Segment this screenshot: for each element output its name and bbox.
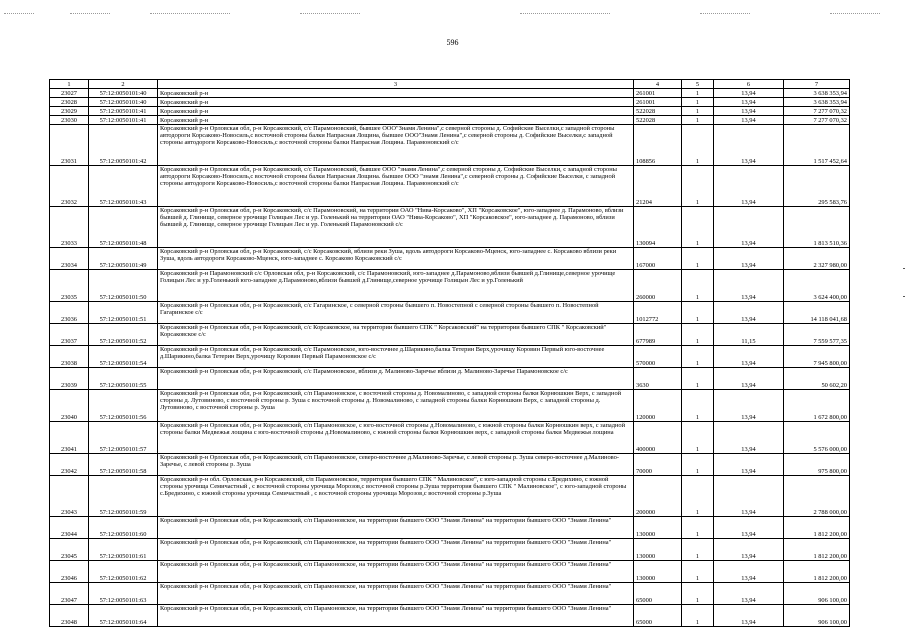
cadastral-number: 57:12:0050101:57 [89, 422, 158, 454]
column-header: 3 [158, 80, 634, 89]
table-row [50, 561, 850, 583]
rate-value: 13,94 [714, 390, 784, 422]
row-number: 23031 [50, 125, 89, 166]
cadastral-number: 57:12:0050101:60 [89, 517, 158, 539]
location-description-text: Корсаковский р-н Орловская обл, р-н Корсаковский, с/п Парамоновское, на территории бывшего ООО "Знамя Ленина" на территории бывшего ООО "Знамя Ленина" [160, 517, 612, 524]
share-value: 1 [682, 248, 714, 270]
cadastral-value: 3 638 353,94 [784, 98, 850, 107]
cadastral-value: 1 813 510,36 [784, 207, 850, 248]
column-header: 5 [682, 80, 714, 89]
rate-value: 13,94 [714, 302, 784, 324]
location-description [158, 89, 634, 98]
table-row [50, 368, 850, 390]
row-number: 23033 [50, 207, 89, 248]
table-row [50, 346, 850, 368]
scan-noise-top [150, 13, 230, 15]
scan-noise-top [4, 13, 34, 15]
cadastral-value: 3 624 400,00 [784, 270, 850, 302]
area-value: 1012772 [634, 302, 682, 324]
cadastral-number: 57:12:0050101:40 [89, 98, 158, 107]
row-number: 23038 [50, 346, 89, 368]
table-row [50, 248, 850, 270]
area-value: 3630 [634, 368, 682, 390]
rate-value: 13,94 [714, 539, 784, 561]
rate-value: 13,94 [714, 454, 784, 476]
scan-noise-top [830, 13, 880, 15]
area-value: 522028 [634, 116, 682, 125]
cadastral-value: 5 576 000,00 [784, 422, 850, 454]
rate-value: 13,94 [714, 346, 784, 368]
rate-value: 13,94 [714, 107, 784, 116]
area-value: 130094 [634, 207, 682, 248]
location-description [158, 422, 634, 454]
row-number: 23040 [50, 390, 89, 422]
cadastral-number: 57:12:0050101:51 [89, 302, 158, 324]
area-value: 261001 [634, 98, 682, 107]
row-number: 23036 [50, 302, 89, 324]
area-value: 260000 [634, 270, 682, 302]
share-value: 1 [682, 368, 714, 390]
cadastral-number: 57:12:0050101:41 [89, 107, 158, 116]
table-row [50, 302, 850, 324]
area-value: 400000 [634, 422, 682, 454]
area-value: 108856 [634, 125, 682, 166]
row-number: 23028 [50, 98, 89, 107]
cadastral-number: 57:12:0050101:41 [89, 116, 158, 125]
header-row [50, 80, 850, 89]
cadastral-number: 57:12:0050101:59 [89, 476, 158, 517]
cadastral-value: 50 602,20 [784, 368, 850, 390]
table-row [50, 605, 850, 627]
row-number: 23032 [50, 166, 89, 207]
location-description-text: Корсаковский р-н Орловская обл, р-н Корсаковский, с/с Корсаковский, вблизи реки Зуша, вдоль автодороги Корсаково-Мценск, юго-западнее с. Корсаково вблизи реки Зуша, вдоль автодороги Корсаково-Мценск, юго-западнее с. Корсаково Корсаковский с/с [160, 248, 617, 263]
table-row [50, 517, 850, 539]
location-description-text: Корсаковский р-н Орловская обл, р-н Корсаковский, с/с Корсаковское, на территории бывшего СПК " Корсаковский" на территории бывшего СПК " Корсаковский" Корсаковское с/с [160, 324, 607, 339]
location-description [158, 116, 634, 125]
location-description-text: Корсаковский р-н Орловская обл, р-н Корсаковский, с/п Парамоновское, на территории бывшего ООО "Знамя Ленина" на территории бывшего ООО "Знамя Ленина" [160, 583, 612, 590]
cadastral-value: 1 812 200,00 [784, 539, 850, 561]
share-value: 1 [682, 454, 714, 476]
share-value: 1 [682, 116, 714, 125]
location-description-text: Корсаковский р-н Орловская обл, р-н Корсаковский, с/с Парамоновский, бывшее ООО"Знамя Ленина",с северной стороны д. Софийские Выселки,с западной стороны автодороги Корсаково-Новосиль,с восточной стороны балки Напрасная Лощина, бывшее ООО"Знамя Ленина",с северной стороны д. Софийские Выселки,с западной стороны автодороги Корсаково-Новосиль,с восточной стороны балки Напрасная Лощина. Парамоновский с/с [160, 125, 615, 147]
area-value: 130000 [634, 561, 682, 583]
cadastral-number: 57:12:0050101:61 [89, 539, 158, 561]
row-number: 23044 [50, 517, 89, 539]
scan-noise-top [300, 13, 360, 15]
cadastral-value: 975 800,00 [784, 454, 850, 476]
share-value: 1 [682, 207, 714, 248]
location-description-text: Корсаковский р-н Орловская обл, р-н Корсаковский, с/с Парамоновское, вблизи д. Малиново-Заречье вблизи д. Малиново-Заречье Парамоновское с/с [160, 368, 568, 375]
cadastral-value: 7 945 800,00 [784, 346, 850, 368]
cadastral-number: 57:12:0050101:62 [89, 561, 158, 583]
location-description [158, 454, 634, 476]
row-number: 23029 [50, 107, 89, 116]
area-value: 261001 [634, 89, 682, 98]
location-description-text: Корсаковский р-н Орловская обл, р-н Корсаковский, с/п Парамоновское, с юго-восточной стороны д.Новомалиново, с южной стороны балки Корнюшкин верх, с западной стороны балки Медвежья лощина с юго-восточной стороны д.Новомалиново, с южной стороны балки Корнюшкин верх, с западной стороны балки Медвежья лощина [160, 422, 625, 437]
row-number: 23039 [50, 368, 89, 390]
rate-value: 13,94 [714, 166, 784, 207]
location-description [158, 583, 634, 605]
location-description-text: Корсаковский р-н Орловская обл, р-н Корсаковский, с/п Парамоновское, на территории бывшего ООО "Знамя Ленина" на территории бывшего ООО "Знамя Ленина" [160, 539, 612, 546]
row-number: 23037 [50, 324, 89, 346]
location-description-text: Корсаковский р-н Орловская обл, р-н Корсаковский, с/с Парамоновский, бывшее ООО "знамя Ленина",с северной стороны д. Софийские Выселки, с западной стороны автодороги Корсаково-Новосиль,с восточной стороны балки Напрасная Лощина. бывшее ООО "знамя Ленина",с северной стороны д. Софийские Выселки, с западной стороны автодороги Корсаково-Новосиль,с восточной стороны балки Напрасная Лощина. Парамоновский с/с [160, 166, 617, 188]
location-description-text: Корсаковский р-н [160, 98, 209, 106]
location-description-text: Корсаковский р-н [160, 89, 209, 97]
location-description [158, 605, 634, 627]
rate-value: 13,94 [714, 561, 784, 583]
rate-value: 13,94 [714, 605, 784, 627]
cadastral-number: 57:12:0050101:58 [89, 454, 158, 476]
cadastral-number: 57:12:0050101:56 [89, 390, 158, 422]
location-description-text: Корсаковский р-н Орловская обл, р-н Корсаковский, с/п Парамоновское, северо-восточнее д.Малиново-Заречье, с левой стороны р. Зуша северо-восточнее д.Малиново-Заречье, с левой стороны р. Зуша [160, 454, 619, 469]
location-description [158, 324, 634, 346]
area-value: 120000 [634, 390, 682, 422]
cadastral-number: 57:12:0050101:42 [89, 125, 158, 166]
table-row [50, 270, 850, 302]
location-description [158, 517, 634, 539]
rate-value: 13,94 [714, 116, 784, 125]
cadastral-value: 7 559 577,35 [784, 324, 850, 346]
row-number: 23047 [50, 583, 89, 605]
area-value: 65000 [634, 583, 682, 605]
cadastral-value: 906 100,00 [784, 583, 850, 605]
share-value: 1 [682, 346, 714, 368]
location-description-text: Корсаковский р-н [160, 107, 209, 115]
cadastral-value: 1 517 452,64 [784, 125, 850, 166]
page-number: 596 [446, 38, 459, 47]
location-description [158, 98, 634, 107]
table-row [50, 422, 850, 454]
location-description-text: Корсаковский р-н Орловская обл, р-н Корсаковский, с/с Гагаринское, с северной стороны бывшего п. Новостепной с северной стороны бывшего п. Новостепной Гагаринское с/с [160, 302, 599, 317]
area-value: 130000 [634, 539, 682, 561]
cadastral-value: 1 812 200,00 [784, 517, 850, 539]
table-row [50, 107, 850, 116]
location-description [158, 166, 634, 207]
rate-value: 13,94 [714, 517, 784, 539]
column-header: 1 [50, 80, 89, 89]
location-description [158, 107, 634, 116]
location-description-text: Корсаковский р-н обл. Орловская, р-н Корсаковский, с/п Парамоновское, территория бывшего СПК " Малиновское", с юго-западной стороны с.Бредихино, с южной стороны урочища Семичастный , с восточной стороны урочища Морозов,с восточной стороны р.Зуша территория бывшего СПК " Малиновское", с юго-западной стороны с.Бредихино, с южной стороны урочища Семичастный , с восточной стороны урочища Морозов,с восточной стороны р.Зуша [160, 476, 627, 498]
cadastral-number: 57:12:0050101:52 [89, 324, 158, 346]
area-value: 167000 [634, 248, 682, 270]
row-number: 23041 [50, 422, 89, 454]
scan-noise-top [700, 13, 750, 15]
cadastral-value: 2 327 980,00 [784, 248, 850, 270]
area-value: 130000 [634, 517, 682, 539]
area-value: 21204 [634, 166, 682, 207]
share-value: 1 [682, 270, 714, 302]
cadastral-number: 57:12:0050101:40 [89, 89, 158, 98]
rate-value: 13,94 [714, 248, 784, 270]
location-description [158, 368, 634, 390]
area-value: 522028 [634, 107, 682, 116]
land-register-table [49, 79, 850, 627]
share-value: 1 [682, 561, 714, 583]
cadastral-number: 57:12:0050101:50 [89, 270, 158, 302]
table-row [50, 539, 850, 561]
column-header: 7 [784, 80, 850, 89]
cadastral-number: 57:12:0050101:43 [89, 166, 158, 207]
share-value: 1 [682, 89, 714, 98]
row-number: 23043 [50, 476, 89, 517]
area-value: 65000 [634, 605, 682, 627]
share-value: 1 [682, 605, 714, 627]
row-number: 23034 [50, 248, 89, 270]
table-row [50, 207, 850, 248]
share-value: 1 [682, 302, 714, 324]
row-number: 23035 [50, 270, 89, 302]
table-row [50, 583, 850, 605]
area-value: 200000 [634, 476, 682, 517]
cadastral-value: 3 638 353,94 [784, 89, 850, 98]
share-value: 1 [682, 125, 714, 166]
area-value: 70000 [634, 454, 682, 476]
cadastral-value: 1 812 200,00 [784, 561, 850, 583]
area-value: 570000 [634, 346, 682, 368]
rate-value: 11,15 [714, 324, 784, 346]
location-description-text: Корсаковский р-н Орловская обл, р-н Корсаковский, с/п Парамоновское, на территории бывшего ООО "Знамя Ленина" на территории бывшего ООО "Знамя Ленина" [160, 605, 612, 612]
cadastral-value: 1 672 800,00 [784, 390, 850, 422]
table-row [50, 390, 850, 422]
cadastral-value: 2 788 000,00 [784, 476, 850, 517]
table-row [50, 125, 850, 166]
area-value: 677989 [634, 324, 682, 346]
scan-noise-top [70, 13, 110, 15]
cadastral-number: 57:12:0050101:64 [89, 605, 158, 627]
cadastral-value: 906 100,00 [784, 605, 850, 627]
cadastral-number: 57:12:0050101:55 [89, 368, 158, 390]
location-description-text: Корсаковский р-н Орловская обл, р-н Корсаковский, с/с Парамоновский, на территории ОАО "Нива-Корсаково", ХП "Корсаковское", юго-западнее д. Парамоново, вблизи бывшей д. Глинище, северное урочище Голицын Лес и ур. Голенький на территории ОАО "Нива-Корсаково", ХП "Корсаковское", юго-западнее д. Парамоново, вблизи бывшей д. Глинище, северное урочище Голицын Лес и ур. Голенький Парамоновский с/с [160, 207, 624, 229]
cadastral-number: 57:12:0050101:63 [89, 583, 158, 605]
table-row [50, 454, 850, 476]
column-header: 4 [634, 80, 682, 89]
location-description [158, 207, 634, 248]
row-number: 23042 [50, 454, 89, 476]
rate-value: 13,94 [714, 125, 784, 166]
rate-value: 13,94 [714, 207, 784, 248]
table-row [50, 116, 850, 125]
cadastral-number: 57:12:0050101:54 [89, 346, 158, 368]
share-value: 1 [682, 390, 714, 422]
table-row [50, 324, 850, 346]
share-value: 1 [682, 107, 714, 116]
share-value: 1 [682, 166, 714, 207]
location-description [158, 539, 634, 561]
table-row [50, 98, 850, 107]
cadastral-number: 57:12:0050101:49 [89, 248, 158, 270]
rate-value: 13,94 [714, 270, 784, 302]
location-description [158, 346, 634, 368]
rate-value: 13,94 [714, 422, 784, 454]
scan-noise-top [520, 13, 610, 15]
row-number: 23027 [50, 89, 89, 98]
share-value: 1 [682, 476, 714, 517]
location-description-text: Корсаковский р-н Парамоновский с/с Орловская обл, р-н Корсаковский, с/с Парамоновский, юго-западнее д.Парамоново,вблизи бывшей д.Глинище,северное урочище Голицын Лес и ур.Голенький юго-западнее д.Парамоново,вблизи бывшей д.Глинище,северное урочище Голицын Лес и ур.Голенький [160, 270, 616, 285]
share-value: 1 [682, 517, 714, 539]
rate-value: 13,94 [714, 89, 784, 98]
cadastral-value: 7 277 070,32 [784, 116, 850, 125]
location-description [158, 476, 634, 517]
rate-value: 13,94 [714, 476, 784, 517]
location-description-text: Корсаковский р-н [160, 116, 209, 124]
cadastral-value: 295 583,76 [784, 166, 850, 207]
location-description [158, 248, 634, 270]
share-value: 1 [682, 422, 714, 454]
location-description [158, 561, 634, 583]
location-description [158, 390, 634, 422]
location-description-text: Корсаковский р-н Орловская обл, р-н Корсаковский, с/п Парамоновское, с восточной стороны д. Новомалиново, с западной стороны балки Корнюшкин Верх, с западной стороны д. Лутовиново, с восточной стороны р. Зуша с восточной стороны д. Новомалиново, с западной стороны балки Корнюшкин Верх, с западной стороны д. Лутовиново, с восточной стороны р. Зуша [160, 390, 622, 412]
table-row [50, 89, 850, 98]
share-value: 1 [682, 324, 714, 346]
location-description-text: Корсаковский р-н Орловская обл, р-н Корсаковский, с/п Парамоновское, на территории бывшего ООО "Знамя Ленина" на территории бывшего ООО "Знамя Ленина" [160, 561, 612, 568]
cadastral-number: 57:12:0050101:48 [89, 207, 158, 248]
row-number: 23030 [50, 116, 89, 125]
cadastral-value: 14 118 041,68 [784, 302, 850, 324]
rate-value: 13,94 [714, 583, 784, 605]
row-number: 23045 [50, 539, 89, 561]
rate-value: 13,94 [714, 368, 784, 390]
location-description [158, 125, 634, 166]
location-description [158, 302, 634, 324]
location-description-text: Корсаковский р-н Орловская обл, р-н Корсаковский, с/с Парамоновское, юго-восточнее д.Шарикино,балка Тетерин Верх,урочищу Коровин Первый юго-восточнее д.Шарикино,балка Тетерин Верх,урочищу Коровин Первый Парамоновское с/с [160, 346, 605, 361]
row-number: 23046 [50, 561, 89, 583]
column-header: 6 [714, 80, 784, 89]
rate-value: 13,94 [714, 98, 784, 107]
row-number: 23048 [50, 605, 89, 627]
table-row [50, 476, 850, 517]
share-value: 1 [682, 98, 714, 107]
share-value: 1 [682, 539, 714, 561]
share-value: 1 [682, 583, 714, 605]
column-header: 2 [89, 80, 158, 89]
cadastral-value: 7 277 070,32 [784, 107, 850, 116]
table-row [50, 166, 850, 207]
location-description [158, 270, 634, 302]
